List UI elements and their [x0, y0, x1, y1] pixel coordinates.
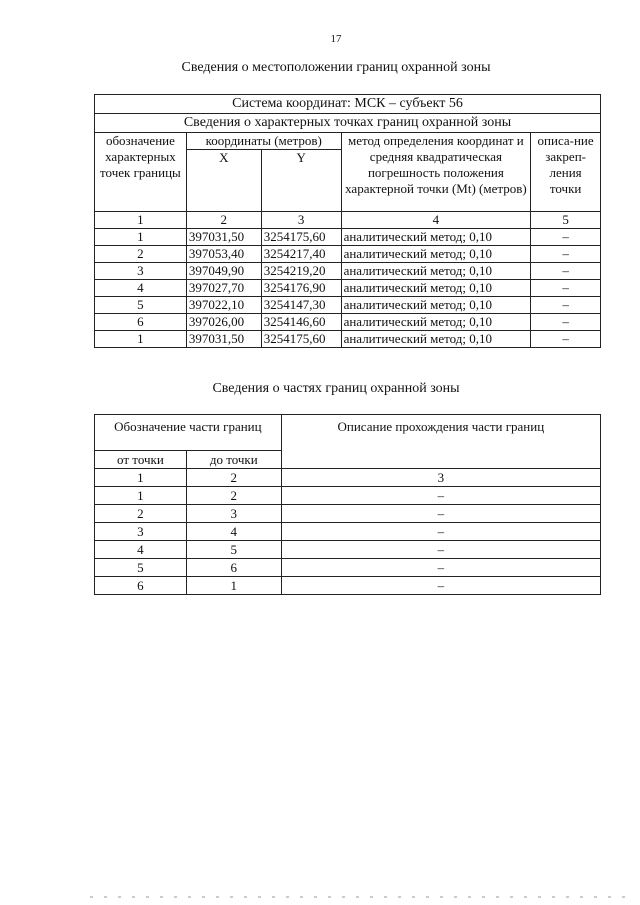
to-point: 1	[186, 577, 281, 595]
column-number-row	[95, 469, 601, 487]
column-number: 2	[186, 469, 281, 487]
method: аналитический метод; 0,10	[341, 263, 531, 280]
coord-x: 397027,70	[186, 280, 261, 297]
coordinate-system-title: Система координат: МСК – субъект 56	[95, 95, 601, 114]
coord-y: 3254175,60	[261, 229, 341, 246]
table-row	[95, 297, 601, 314]
coord-y: 3254146,60	[261, 314, 341, 331]
part-description: –	[281, 523, 600, 541]
description: –	[531, 297, 601, 314]
coord-y: 3254217,40	[261, 246, 341, 263]
page-number: 17	[330, 33, 342, 45]
table-subtitle: Сведения о характерных точках границ охранной зоны	[95, 114, 601, 133]
table-row	[95, 246, 601, 263]
column-number: 1	[95, 469, 187, 487]
part-description: –	[281, 505, 600, 523]
table-row	[95, 523, 601, 541]
table-row	[95, 487, 601, 505]
description: –	[531, 331, 601, 348]
column-number: 5	[531, 212, 601, 229]
boundary-parts-table	[94, 414, 601, 595]
point-id: 1	[95, 229, 187, 246]
column-number: 4	[341, 212, 531, 229]
point-id: 1	[95, 331, 187, 348]
coord-x: 397026,00	[186, 314, 261, 331]
from-point: 2	[95, 505, 187, 523]
from-point: 6	[95, 577, 187, 595]
header-method: метод определения координат и средняя квадратическая погрешность положения характерной точки (Mt) (метров)	[341, 133, 531, 212]
part-description: –	[281, 541, 600, 559]
method: аналитический метод; 0,10	[341, 229, 531, 246]
coord-y: 3254175,60	[261, 331, 341, 348]
table-row	[95, 229, 601, 246]
part-description: –	[281, 559, 600, 577]
description: –	[531, 229, 601, 246]
header-x: X	[186, 150, 261, 212]
coord-y: 3254219,20	[261, 263, 341, 280]
characteristic-points-table	[94, 94, 601, 348]
from-point: 5	[95, 559, 187, 577]
scan-artifact-line	[90, 896, 630, 898]
table-row	[95, 505, 601, 523]
table-row	[95, 541, 601, 559]
coord-x: 397049,90	[186, 263, 261, 280]
description: –	[531, 314, 601, 331]
coord-x: 397053,40	[186, 246, 261, 263]
table-row	[95, 331, 601, 348]
header-to-point: до точки	[186, 451, 281, 469]
description: –	[531, 280, 601, 297]
part-description: –	[281, 487, 600, 505]
coord-y: 3254147,30	[261, 297, 341, 314]
from-point: 3	[95, 523, 187, 541]
part-description: –	[281, 577, 600, 595]
header-point-designation: обозначение характерных точек границы	[95, 133, 187, 212]
method: аналитический метод; 0,10	[341, 246, 531, 263]
method: аналитический метод; 0,10	[341, 280, 531, 297]
header-y: Y	[261, 150, 341, 212]
header-from-point: от точки	[95, 451, 187, 469]
coord-x: 397031,50	[186, 229, 261, 246]
method: аналитический метод; 0,10	[341, 314, 531, 331]
table-row	[95, 263, 601, 280]
header-coordinates: координаты (метров)	[186, 133, 341, 150]
coord-y: 3254176,90	[261, 280, 341, 297]
to-point: 2	[186, 487, 281, 505]
to-point: 5	[186, 541, 281, 559]
to-point: 6	[186, 559, 281, 577]
header-part-designation: Обозначение части границ	[95, 415, 282, 451]
to-point: 3	[186, 505, 281, 523]
column-number: 2	[186, 212, 261, 229]
description: –	[531, 246, 601, 263]
point-id: 4	[95, 280, 187, 297]
heading-boundary-parts: Сведения о частях границ охранной зоны	[212, 381, 460, 396]
to-point: 4	[186, 523, 281, 541]
column-number: 1	[95, 212, 187, 229]
table-row	[95, 559, 601, 577]
header-part-description: Описание прохождения части границ	[281, 415, 600, 469]
header-description: описа-ние закреп-ления точки	[531, 133, 601, 212]
point-id: 2	[95, 246, 187, 263]
column-number: 3	[281, 469, 600, 487]
method: аналитический метод; 0,10	[341, 331, 531, 348]
point-id: 6	[95, 314, 187, 331]
heading-boundary-location: Сведения о местоположении границ охранной зоны	[181, 60, 491, 75]
table-row	[95, 280, 601, 297]
table-row	[95, 577, 601, 595]
from-point: 4	[95, 541, 187, 559]
point-id: 3	[95, 263, 187, 280]
column-number: 3	[261, 212, 341, 229]
table-row	[95, 314, 601, 331]
column-number-row	[95, 212, 601, 229]
point-id: 5	[95, 297, 187, 314]
description: –	[531, 263, 601, 280]
from-point: 1	[95, 487, 187, 505]
coord-x: 397031,50	[186, 331, 261, 348]
method: аналитический метод; 0,10	[341, 297, 531, 314]
coord-x: 397022,10	[186, 297, 261, 314]
